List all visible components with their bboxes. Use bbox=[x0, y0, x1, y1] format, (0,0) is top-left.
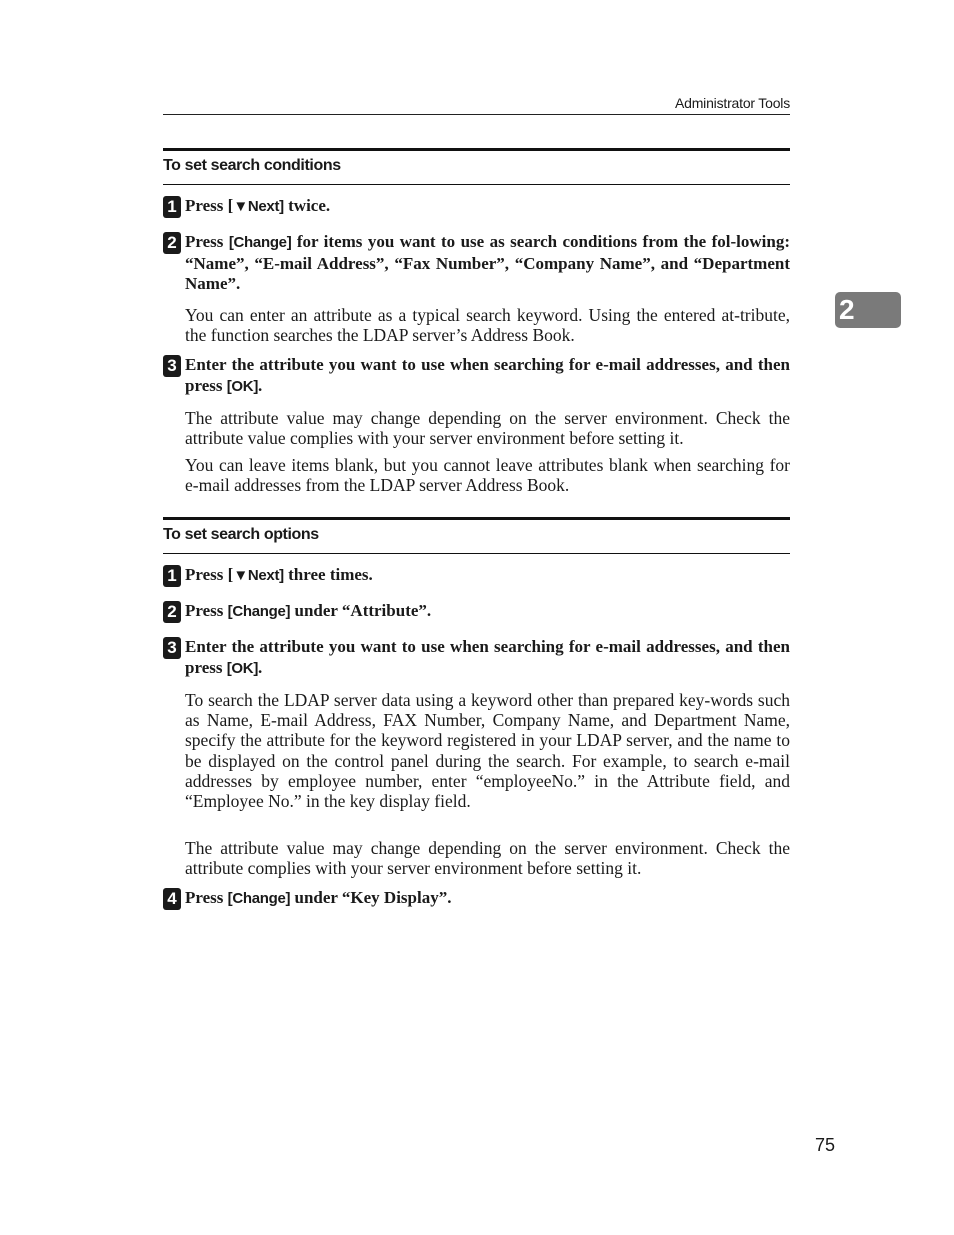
key-label: [OK] bbox=[226, 659, 259, 677]
step-instruction: Enter the attribute you want to use when searching for e-mail addresses, and then press [OK]. bbox=[185, 637, 790, 677]
step-number-badge: 2 bbox=[163, 232, 181, 254]
step-number-badge: 3 bbox=[163, 355, 181, 377]
page-number: 75 bbox=[814, 1135, 835, 1155]
step-number-badge: 1 bbox=[163, 565, 181, 587]
step-number-badge: 4 bbox=[163, 888, 181, 910]
down-arrow-icon: ▼ bbox=[233, 567, 248, 584]
step-instruction: Press [Change] under “Attribute”. bbox=[185, 601, 432, 620]
section-title-search-conditions: To set search conditions bbox=[163, 148, 790, 185]
step-4 bbox=[163, 888, 790, 910]
key-label: Next] bbox=[247, 567, 284, 584]
step-note: To search the LDAP server data using a keyword other than prepared key-words such as Name, E-mail Address, FAX Number, Company Name, and Department Name, specify the attribute for the keyword registered in your LDAP server, and the name to be displayed on the control panel during the search. For example, to search e-mail addresses by employee number, enter “employeeNo.” in the Attribute field, and “Employee No.” in the key display field. bbox=[185, 690, 790, 812]
step-3 bbox=[163, 355, 790, 397]
step-1 bbox=[163, 565, 790, 587]
step-number-badge: 3 bbox=[163, 637, 181, 659]
key-label: [Change] bbox=[227, 890, 291, 907]
step-1 bbox=[163, 196, 790, 218]
key-label: Next] bbox=[247, 198, 284, 215]
step-number-badge: 2 bbox=[163, 601, 181, 623]
key-label: [Change] bbox=[228, 234, 292, 251]
step-number-badge: 1 bbox=[163, 196, 181, 218]
step-instruction: Press [Change] for items you want to use as search conditions from the fol-lowing: “Name”, “E-mail Address”, “Fax Number”, “Company Name”, and “Department Name”. bbox=[185, 232, 790, 293]
step-3 bbox=[163, 637, 790, 679]
step-instruction: Press [▼Next] twice. bbox=[185, 196, 331, 215]
step-2 bbox=[163, 601, 790, 623]
section-title-search-options: To set search options bbox=[163, 517, 790, 554]
header-rule bbox=[163, 114, 790, 115]
down-arrow-icon: ▼ bbox=[233, 198, 248, 215]
step-2 bbox=[163, 232, 790, 295]
step-instruction: Enter the attribute you want to use when searching for e-mail addresses, and then press [OK]. bbox=[185, 355, 790, 395]
chapter-tab bbox=[835, 292, 901, 328]
key-label: [OK] bbox=[226, 377, 259, 395]
running-header: Administrator Tools bbox=[675, 95, 790, 111]
key-label: [Change] bbox=[227, 603, 291, 620]
step-instruction: Press [Change] under “Key Display”. bbox=[185, 888, 452, 907]
step-note: The attribute value may change depending on the server environment. Check the attribute complies with your server environment before setting it. bbox=[185, 838, 790, 879]
chapter-number: 2 bbox=[839, 294, 855, 325]
step-note: You can leave items blank, but you cannot leave attributes blank when searching for e-mail addresses from the LDAP server Address Book. bbox=[185, 455, 790, 496]
step-note: The attribute value may change depending on the server environment. Check the attribute value complies with your server environment before setting it. bbox=[185, 408, 790, 449]
step-instruction: Press [▼Next] three times. bbox=[185, 565, 373, 584]
step-note: You can enter an attribute as a typical search keyword. Using the entered at-tribute, the function searches the LDAP server’s Address Book. bbox=[185, 305, 790, 346]
